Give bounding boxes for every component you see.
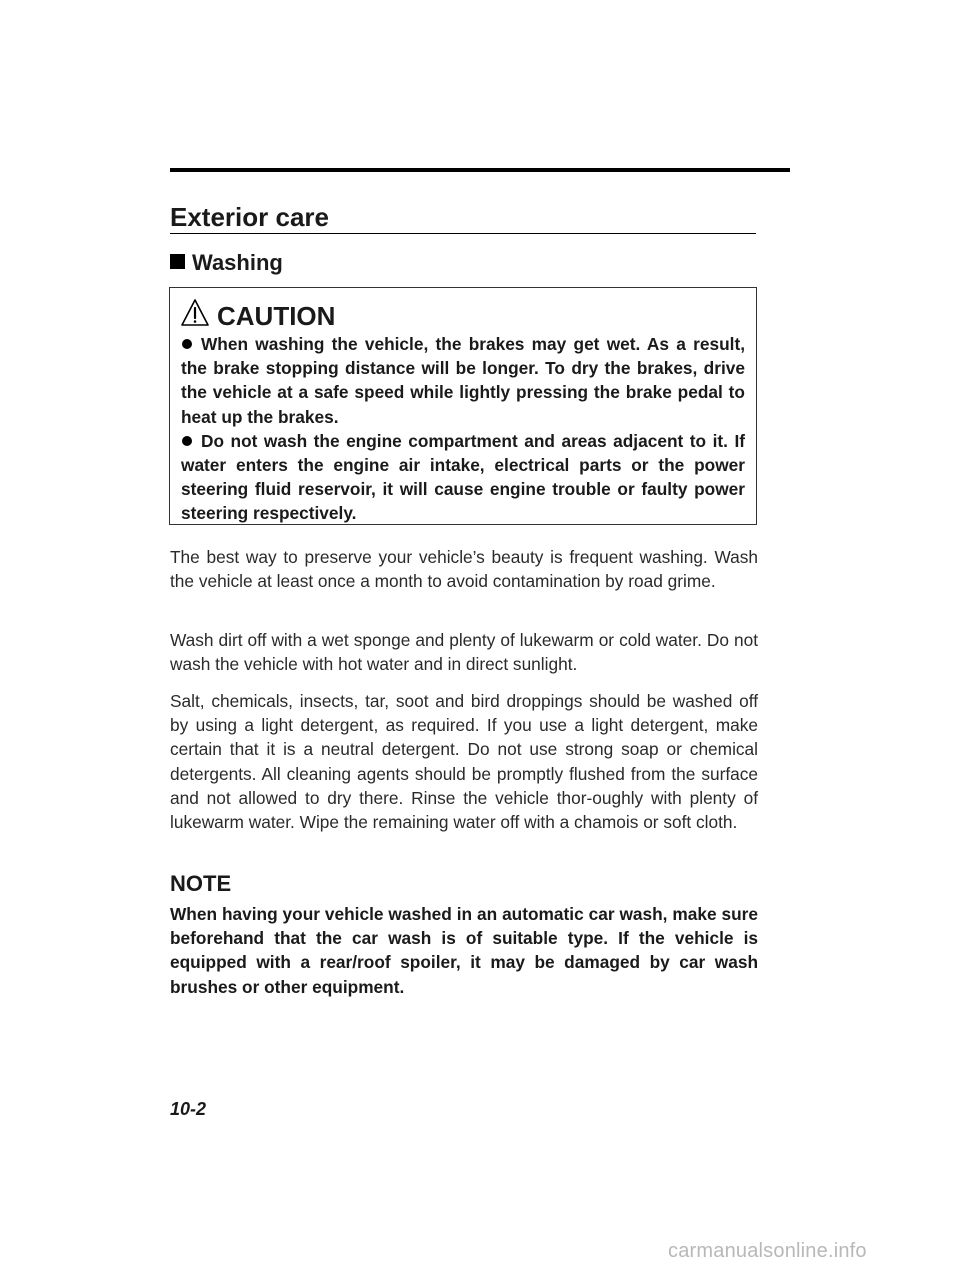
warning-triangle-icon <box>180 298 210 328</box>
caution-item <box>181 332 745 429</box>
subheading <box>170 248 283 278</box>
top-rule <box>170 168 790 172</box>
caution-item <box>181 429 745 526</box>
subheading-text: Washing <box>192 250 283 275</box>
bullet-dot-icon <box>182 339 192 349</box>
body-paragraph: Wash dirt off with a wet sponge and plenty of lukewarm or cold water. Do not wash the vehicle with hot water and in direct sunlight. <box>170 630 758 675</box>
caution-body <box>181 332 745 526</box>
black-square-icon <box>170 254 185 269</box>
page-number: 10-2 <box>170 1099 207 1119</box>
note-body: When having your vehicle washed in an automatic car wash, make sure beforehand that the car wash is of suitable type. If the vehicle is equipped with a rear/roof spoiler, it may be damaged by car wash brushes or other equipment. <box>170 904 758 997</box>
section-title: Exterior care <box>170 202 329 232</box>
caution-box <box>169 287 757 525</box>
body-paragraph: The best way to preserve your vehicle’s beauty is frequent washing. Wash the vehicle at least once a month to avoid contamination by road grime. <box>170 547 758 592</box>
caution-item-text: When washing the vehicle, the brakes may get wet. As a result, the brake stopping distance will be longer. To dry the brakes, drive the vehicle at a safe speed while lightly pressing the brake pedal to heat up the brakes. <box>181 334 745 427</box>
note-title: NOTE <box>170 871 232 896</box>
body-paragraph: Salt, chemicals, insects, tar, soot and bird droppings should be washed off by using a light detergent, as required. If you use a light detergent, make certain that it is a neutral detergent. Do not use strong soap or chemical detergents. All cleaning agents should be promptly flushed from the surface and not allowed to dry there. Rinse the vehicle thor-oughly with plenty of lukewarm water. Wipe the remaining water off with a chamois or soft cloth. <box>170 691 758 833</box>
bullet-dot-icon <box>182 436 192 446</box>
title-rule <box>170 233 756 234</box>
caution-label: CAUTION <box>217 301 336 331</box>
watermark: carmanualsonline.info <box>668 1240 867 1262</box>
caution-item-text: Do not wash the engine compartment and areas adjacent to it. If water enters the engine air intake, electrical parts or the power steering fluid reservoir, it will cause engine trouble or faulty power steering respectively. <box>181 430 745 524</box>
